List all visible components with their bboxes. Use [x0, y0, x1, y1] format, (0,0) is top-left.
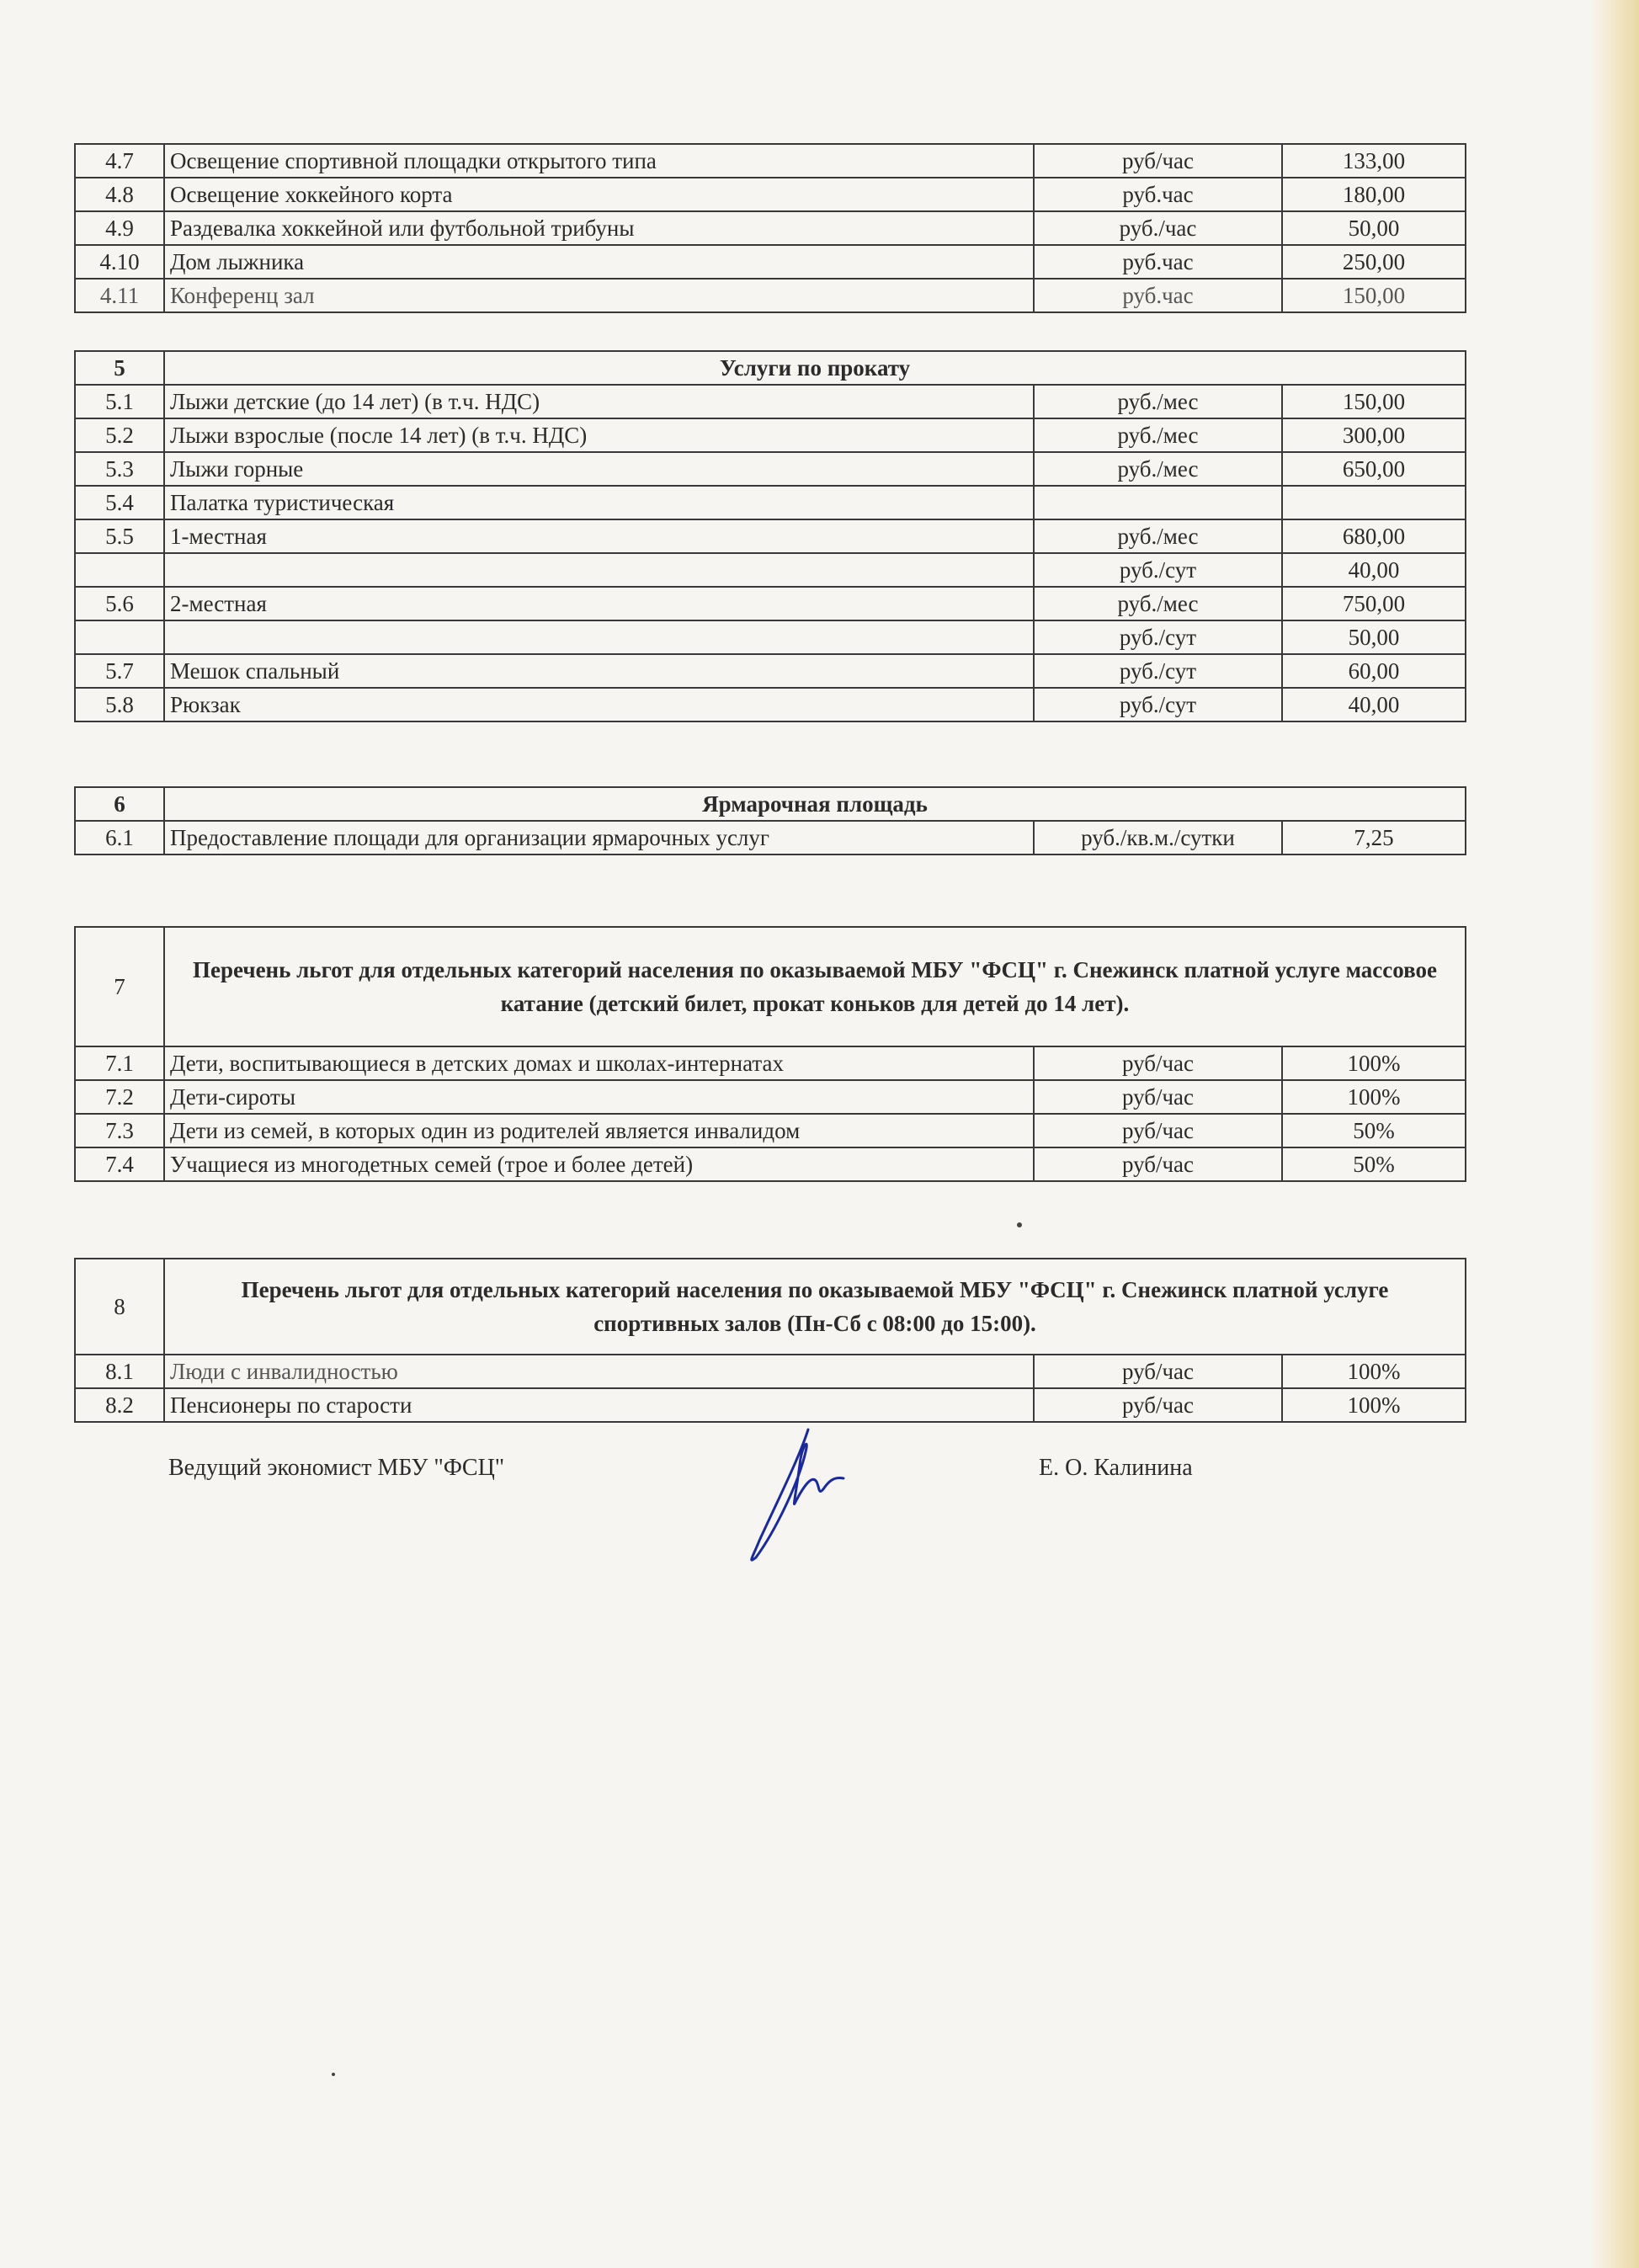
category-name: Люди с инвалидностью	[164, 1355, 1034, 1388]
service-name	[164, 553, 1034, 587]
table-row	[75, 1388, 1466, 1422]
price: 150,00	[1282, 279, 1466, 312]
unit: руб/час	[1034, 1147, 1282, 1181]
row-number: 5.4	[75, 486, 164, 519]
unit: руб./кв.м./сутки	[1034, 821, 1282, 854]
price: 150,00	[1282, 385, 1466, 418]
price: 250,00	[1282, 245, 1466, 279]
row-number: 5.7	[75, 654, 164, 688]
service-name: Раздевалка хоккейной или футбольной трибуны	[164, 211, 1034, 245]
row-number	[75, 620, 164, 654]
service-name: Конференц зал	[164, 279, 1034, 312]
section-number: 8	[75, 1259, 164, 1355]
price: 680,00	[1282, 519, 1466, 553]
unit: руб.час	[1034, 178, 1282, 211]
service-name: 1-местная	[164, 519, 1034, 553]
row-number: 4.8	[75, 178, 164, 211]
discount: 100%	[1282, 1355, 1466, 1388]
unit: руб/час	[1034, 1388, 1282, 1422]
unit: руб.час	[1034, 279, 1282, 312]
category-name: Дети из семей, в которых один из родителей является инвалидом	[164, 1114, 1034, 1147]
unit	[1034, 486, 1282, 519]
price: 750,00	[1282, 587, 1466, 620]
row-number: 4.9	[75, 211, 164, 245]
scan-edge-shadow	[1590, 0, 1639, 2268]
table-row	[75, 519, 1466, 553]
discount: 50%	[1282, 1114, 1466, 1147]
price: 40,00	[1282, 553, 1466, 587]
unit: руб./сут	[1034, 654, 1282, 688]
table-row	[75, 486, 1466, 519]
service-name: Лыжи детские (до 14 лет) (в т.ч. НДС)	[164, 385, 1034, 418]
unit: руб./сут	[1034, 553, 1282, 587]
table-row	[75, 418, 1466, 452]
service-name: Дом лыжника	[164, 245, 1034, 279]
table-row	[75, 1080, 1466, 1114]
price: 60,00	[1282, 654, 1466, 688]
category-name: Дети, воспитывающиеся в детских домах и школах-интернатах	[164, 1046, 1034, 1080]
table-row	[75, 654, 1466, 688]
signer-name: Е. О. Калинина	[1039, 1455, 1193, 1481]
row-number: 4.11	[75, 279, 164, 312]
price: 180,00	[1282, 178, 1466, 211]
service-name: Палатка туристическая	[164, 486, 1034, 519]
table-section-4	[74, 143, 1466, 313]
service-name: Освещение спортивной площадки открытого типа	[164, 144, 1034, 178]
row-number: 5.6	[75, 587, 164, 620]
service-name: 2-местная	[164, 587, 1034, 620]
table-row	[75, 178, 1466, 211]
unit: руб.час	[1034, 245, 1282, 279]
unit: руб./мес	[1034, 385, 1282, 418]
service-name: Мешок спальный	[164, 654, 1034, 688]
section-number: 5	[75, 351, 164, 385]
section-header	[75, 787, 1466, 821]
category-name: Пенсионеры по старости	[164, 1388, 1034, 1422]
section-title: Ярмарочная площадь	[164, 787, 1466, 821]
discount: 100%	[1282, 1388, 1466, 1422]
table-section-5	[74, 350, 1466, 722]
service-name: Лыжи взрослые (после 14 лет) (в т.ч. НДС)	[164, 418, 1034, 452]
table-row	[75, 1147, 1466, 1181]
discount: 100%	[1282, 1080, 1466, 1114]
price: 650,00	[1282, 452, 1466, 486]
discount: 50%	[1282, 1147, 1466, 1181]
table-section-6	[74, 786, 1466, 855]
signature	[741, 1423, 850, 1566]
table-row	[75, 688, 1466, 721]
table-row	[75, 279, 1466, 312]
table-section-8	[74, 1258, 1466, 1423]
service-name: Предоставление площади для организации ярмарочных услуг	[164, 821, 1034, 854]
unit: руб./мес	[1034, 452, 1282, 486]
price: 7,25	[1282, 821, 1466, 854]
section-title: Перечень льгот для отдельных категорий населения по оказываемой МБУ "ФСЦ" г. Снежинск платной услуге спортивных залов (Пн-Сб с 08:00 до 15:00).	[164, 1259, 1466, 1355]
service-name: Освещение хоккейного корта	[164, 178, 1034, 211]
row-number: 5.8	[75, 688, 164, 721]
table-row	[75, 245, 1466, 279]
section-header	[75, 927, 1466, 1046]
table-row	[75, 1046, 1466, 1080]
service-name	[164, 620, 1034, 654]
row-number: 7.3	[75, 1114, 164, 1147]
section-title: Услуги по прокату	[164, 351, 1466, 385]
table-row	[75, 1355, 1466, 1388]
row-number: 7.1	[75, 1046, 164, 1080]
unit: руб/час	[1034, 1355, 1282, 1388]
unit: руб/час	[1034, 1080, 1282, 1114]
table-row	[75, 821, 1466, 854]
category-name: Дети-сироты	[164, 1080, 1034, 1114]
section-header	[75, 351, 1466, 385]
scan-speck	[332, 2073, 335, 2076]
unit: руб./час	[1034, 211, 1282, 245]
price	[1282, 486, 1466, 519]
row-number: 5.3	[75, 452, 164, 486]
row-number: 8.2	[75, 1388, 164, 1422]
service-name: Рюкзак	[164, 688, 1034, 721]
unit: руб./мес	[1034, 418, 1282, 452]
price: 50,00	[1282, 211, 1466, 245]
section-title: Перечень льгот для отдельных категорий населения по оказываемой МБУ "ФСЦ" г. Снежинск платной услуге массовое катание (детский билет, прокат коньков для детей до 14 лет).	[164, 927, 1466, 1046]
table-row	[75, 385, 1466, 418]
table-row	[75, 587, 1466, 620]
price: 40,00	[1282, 688, 1466, 721]
unit: руб/час	[1034, 1046, 1282, 1080]
row-number: 5.1	[75, 385, 164, 418]
price: 133,00	[1282, 144, 1466, 178]
row-number: 4.10	[75, 245, 164, 279]
row-number: 7.4	[75, 1147, 164, 1181]
table-row	[75, 144, 1466, 178]
discount: 100%	[1282, 1046, 1466, 1080]
unit: руб./мес	[1034, 587, 1282, 620]
section-number: 6	[75, 787, 164, 821]
table-row	[75, 211, 1466, 245]
category-name: Учащиеся из многодетных семей (трое и более детей)	[164, 1147, 1034, 1181]
unit: руб./сут	[1034, 620, 1282, 654]
table-row	[75, 1114, 1466, 1147]
row-number	[75, 553, 164, 587]
row-number: 8.1	[75, 1355, 164, 1388]
table-row	[75, 553, 1466, 587]
unit: руб./мес	[1034, 519, 1282, 553]
row-number: 4.7	[75, 144, 164, 178]
service-name: Лыжи горные	[164, 452, 1034, 486]
price: 300,00	[1282, 418, 1466, 452]
row-number: 7.2	[75, 1080, 164, 1114]
price: 50,00	[1282, 620, 1466, 654]
table-row	[75, 620, 1466, 654]
row-number: 6.1	[75, 821, 164, 854]
scan-speck	[1017, 1222, 1022, 1227]
table-row	[75, 452, 1466, 486]
table-section-7	[74, 926, 1466, 1182]
row-number: 5.2	[75, 418, 164, 452]
signer-position: Ведущий экономист МБУ "ФСЦ"	[168, 1455, 505, 1481]
unit: руб/час	[1034, 144, 1282, 178]
unit: руб./сут	[1034, 688, 1282, 721]
section-number: 7	[75, 927, 164, 1046]
unit: руб/час	[1034, 1114, 1282, 1147]
section-header	[75, 1259, 1466, 1355]
row-number: 5.5	[75, 519, 164, 553]
